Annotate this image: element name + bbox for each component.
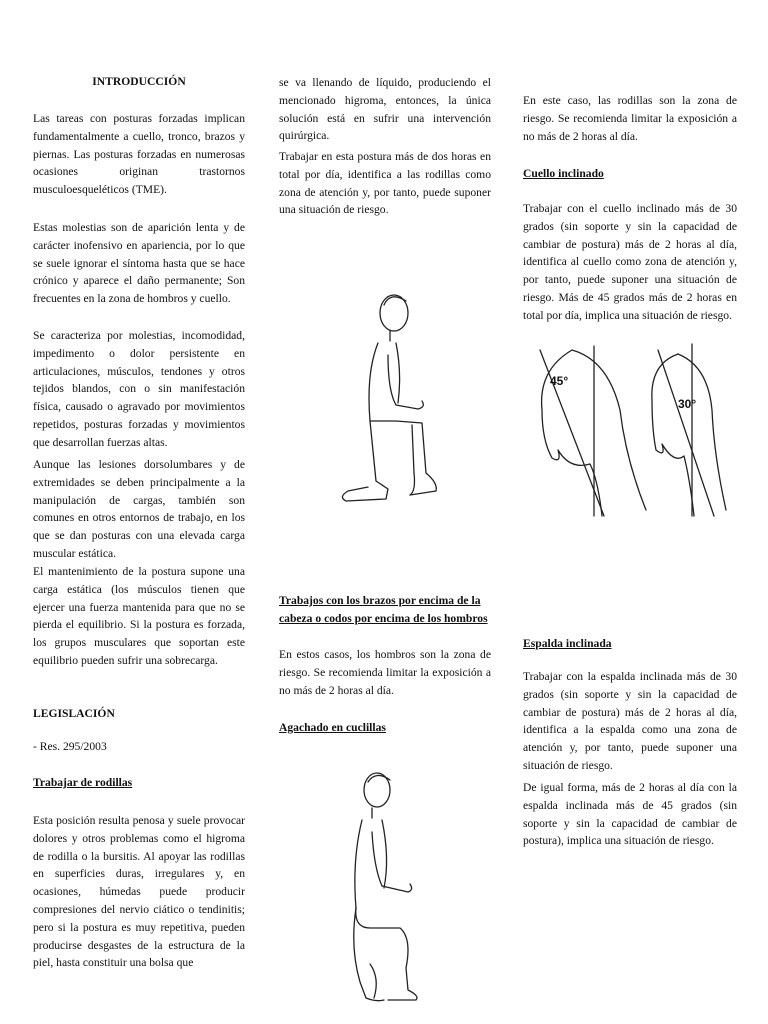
overhead-arms-paragraph: En estos casos, los hombros son la zona de riesgo. Se recomienda limitar la exposición a no más de 2 horas al día.: [279, 648, 491, 697]
squatting-figure-arm: [372, 832, 412, 892]
kneeling-figure-shin: [410, 425, 415, 495]
kneeling-paragraph-2: Trabajar en esta postura más de dos horas en total por día, identifica a las rodillas como zona de atención y, por tanto, puede suponer una situación de riesgo.: [279, 150, 491, 217]
overhead-arms-heading: Trabajos con los brazos por encima de la cabeza o codos por encima de los hombros: [279, 594, 488, 625]
kneeling-figure-front-leg: [396, 421, 436, 495]
squatting-heading: Agachado en cuclillas: [279, 721, 386, 734]
intro-paragraph-4: Aunque las lesiones dorsolumbares y de extremidades se deben principalmente a la manipulación de cargas, también son comunes en otros entornos de trabajo, en los que se dan posturas con una elevada carga muscular estática.: [33, 458, 245, 560]
intro-paragraph-5: El mantenimiento de la postura supone una carga estática (los músculos tienen que ejercer una fuerza mantenida para que no se pierda el equilibrio. Si la postura es forzada, los grupos musculares que soportan este equilibrio pueden sufrir una sobrecarga.: [33, 565, 245, 667]
legislation-heading: LEGISLACIÓN: [33, 707, 115, 720]
kneeling-figure-arm: [388, 355, 423, 409]
kneeling-figure-back: [369, 343, 396, 421]
neck-45-angle-label: 45°: [550, 374, 569, 388]
back-inclined-paragraph-2: De igual forma, más de 2 horas al día con la espalda inclinada más de 45 grados (sin soporte y sin la capacidad de cambiar de postura), implica una situación de riesgo.: [523, 781, 737, 848]
legislation-item: - Res. 295/2003: [33, 740, 107, 753]
squatting-paragraph: En este caso, las rodillas son la zona de riesgo. Se recomienda limitar la exposición a no más de 2 horas al día.: [523, 94, 737, 143]
back-inclined-heading: Espalda inclinada: [523, 637, 612, 650]
neck-45-back-of-head: [572, 350, 646, 510]
kneeling-heading: Trabajar de rodillas: [33, 776, 133, 789]
intro-paragraph-1: Las tareas con posturas forzadas implican fundamentalmente a cuello, tronco, brazos y piernas. Las posturas forzadas en numerosas ocasiones originan trastornos musculoesqueléticos (TME).: [33, 112, 245, 197]
neck-inclined-paragraph: Trabajar con el cuello inclinado más de 30 grados (sin soporte y sin la capacidad de cambiar de postura) más de 2 horas al día, identifica al cuello como zona de atención y, por tanto, puede suponer una situación de riesgo. Más de 45 grados más de 2 horas en total por día, implica una situación de riesgo.: [523, 202, 737, 322]
neck-30-angle-label: 30°: [678, 397, 697, 411]
kneeling-paragraph-1: Esta posición resulta penosa y suele provocar dolores y otros problemas como el higroma de rodilla o la bursitis. Al apoyar las rodillas en superficies duras, irregulares y, en ocasiones, húmedas puede producir compresiones del nervio ciático o tendinitis; pero si la postura es muy repetitiva, pueden producirse desgastes de la estructura de la piel, hasta constituir una bolsa que: [33, 814, 245, 970]
neck-30-head-profile: [652, 354, 697, 516]
squatting-figure-chest: [382, 820, 387, 888]
kneeling-figure-chest: [396, 343, 400, 403]
squatting-figure-back: [355, 820, 362, 908]
neck-inclined-heading: Cuello inclinado: [523, 167, 604, 180]
intro-paragraph-3: Se caracteriza por molestias, incomodidad, impedimento o dolor persistente en articulaciones, músculos, tendones y otros tejidos blandos, con o sin manifestación física, causado o agravado por movimientos repetidos, posturas forzadas y movimientos que desarrollan fuerzas altas.: [33, 329, 245, 449]
neck-30-angle-line: [658, 350, 714, 516]
neck-inclination-illustration: [528, 340, 733, 520]
squatting-figure-illustration: [340, 768, 460, 1013]
kneeling-paragraph-1-continued: se va llenando de líquido, produciendo el mencionado higroma, entonces, la única solución está en sufrir una intervención quirúrgica.: [279, 76, 491, 143]
kneeling-figure-illustration: [318, 283, 448, 533]
intro-paragraph-2: Estas molestias son de aparición lenta y de carácter inofensivo en apariencia, por lo que se suele ignorar el síntoma hasta que se hace crónico y aparece el daño permanente; Son frecuentes en la zona de hombros y cuello.: [33, 221, 245, 306]
intro-heading: INTRODUCCIÓN: [92, 75, 186, 88]
kneeling-figure-back-leg: [342, 421, 388, 501]
squatting-figure-leg: [356, 908, 417, 1000]
squatting-figure-foot: [370, 964, 376, 998]
back-inclined-paragraph-1: Trabajar con la espalda inclinada más de 30 grados (sin soporte y sin la capacidad de cambiar de postura) más de 2 horas al día, identifica a la espalda como una zona de atención y, por tanto, puede suponer una situación de riesgo.: [523, 670, 737, 772]
